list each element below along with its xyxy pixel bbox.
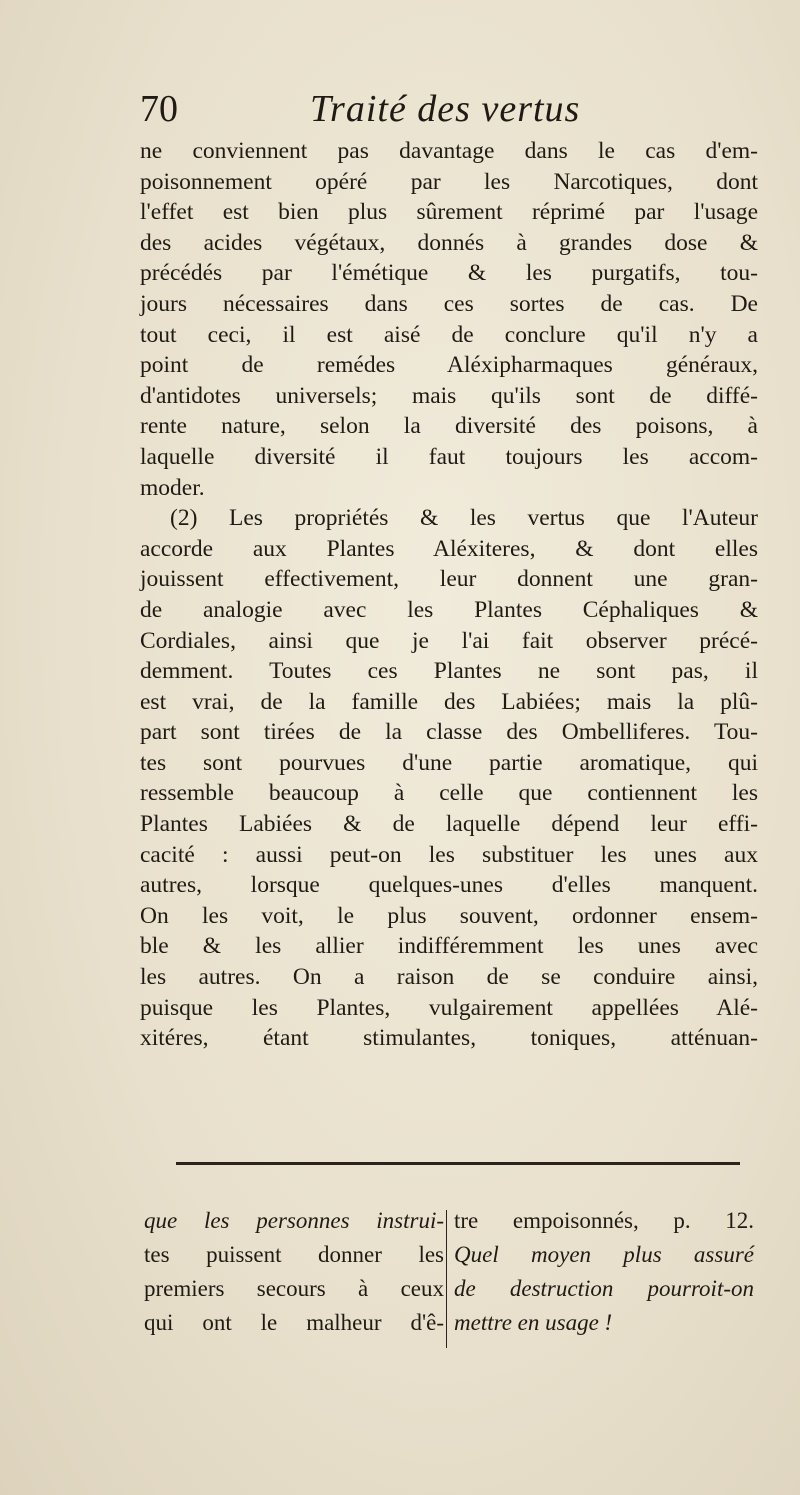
body-line: rente nature, selon la diversité des poisons, à: [140, 413, 758, 440]
body-line: Plantes Labiées & de laquelle dépend leur effi-: [140, 811, 758, 838]
body-line: jours nécessaires dans ces sortes de cas. De: [140, 290, 758, 317]
body-line: Cordiales, ainsi que je l'ai fait observer précé-: [140, 627, 758, 654]
body-line: point de remédes Aléxipharmaques généraux,: [140, 352, 758, 379]
footnote-line: de destruction pourroit-on: [454, 1276, 754, 1301]
body-line: autres, lorsque quelques-unes d'elles manquent.: [140, 872, 758, 899]
body-line: les autres. On a raison de se conduire ainsi,: [140, 964, 758, 991]
footnote-line: tes puissent donner les: [144, 1242, 444, 1267]
running-title: Traité des vertus: [310, 88, 581, 130]
body-line: d'antidotes universels; mais qu'ils sont de diffé-: [140, 382, 758, 409]
body-line-paragraph-start: (2) Les propriétés & les vertus que l'Auteur: [170, 505, 758, 532]
body-line: jouissent effectivement, leur donnent une gran-: [140, 566, 758, 593]
body-line: de analogie avec les Plantes Céphaliques &: [140, 596, 758, 623]
body-line: tes sont pourvues d'une partie aromatique, qui: [140, 749, 758, 776]
footnote-line: tre empoisonnés, p. 12.: [454, 1208, 754, 1233]
body-line: tout ceci, il est aisé de conclure qu'il n'y a: [140, 321, 758, 348]
body-line: xitéres, étant stimulantes, toniques, atténuan-: [140, 1025, 758, 1052]
body-line: accorde aux Plantes Aléxiteres, & dont elles: [140, 535, 758, 562]
body-line: On les voit, le plus souvent, ordonner ensem-: [140, 902, 758, 929]
footnote-line: Quel moyen plus assuré: [454, 1242, 754, 1267]
body-line: ble & les allier indifféremment les unes avec: [140, 933, 758, 960]
body-line: cacité : aussi peut-on les substituer les unes aux: [140, 841, 758, 868]
body-line: précédés par l'émétique & les purgatifs, tou-: [140, 260, 758, 287]
body-line: laquelle diversité il faut toujours les accom-: [140, 443, 758, 470]
body-line: poisonnement opéré par les Narcotiques, dont: [140, 168, 758, 195]
main-text-block: [140, 136, 758, 1054]
page-header: [140, 84, 760, 134]
footnote-line: qui ont le malheur d'ê-: [144, 1310, 444, 1335]
page-number: 70: [140, 88, 178, 130]
body-line: ne conviennent pas davantage dans le cas d'em-: [140, 138, 758, 164]
body-line: est vrai, de la famille des Labiées; mais la plû-: [140, 688, 758, 715]
body-line: des acides végétaux, donnés à grandes dose &: [140, 229, 758, 256]
footnote-column-left: [144, 1204, 444, 1340]
footnote-line: mettre en usage !: [454, 1310, 613, 1335]
body-line: moder.: [140, 474, 205, 501]
footnote-separator-rule: [176, 1162, 740, 1165]
footnote-column-right: [454, 1204, 754, 1340]
footnotes: [144, 1204, 764, 1364]
body-line: puisque les Plantes, vulgairement appellées Alé-: [140, 994, 758, 1021]
footnote-column-divider: [446, 1210, 447, 1348]
body-line: l'effet est bien plus sûrement réprimé par l'usage: [140, 199, 758, 226]
body-line: ressemble beaucoup à celle que contiennent les: [140, 780, 758, 807]
footnote-line: premiers secours à ceux: [144, 1276, 444, 1301]
body-line: demment. Toutes ces Plantes ne sont pas, il: [140, 658, 758, 685]
footnote-line: que les personnes instrui-: [144, 1208, 444, 1233]
body-line: part sont tirées de la classe des Ombelliferes. Tou-: [140, 719, 758, 746]
